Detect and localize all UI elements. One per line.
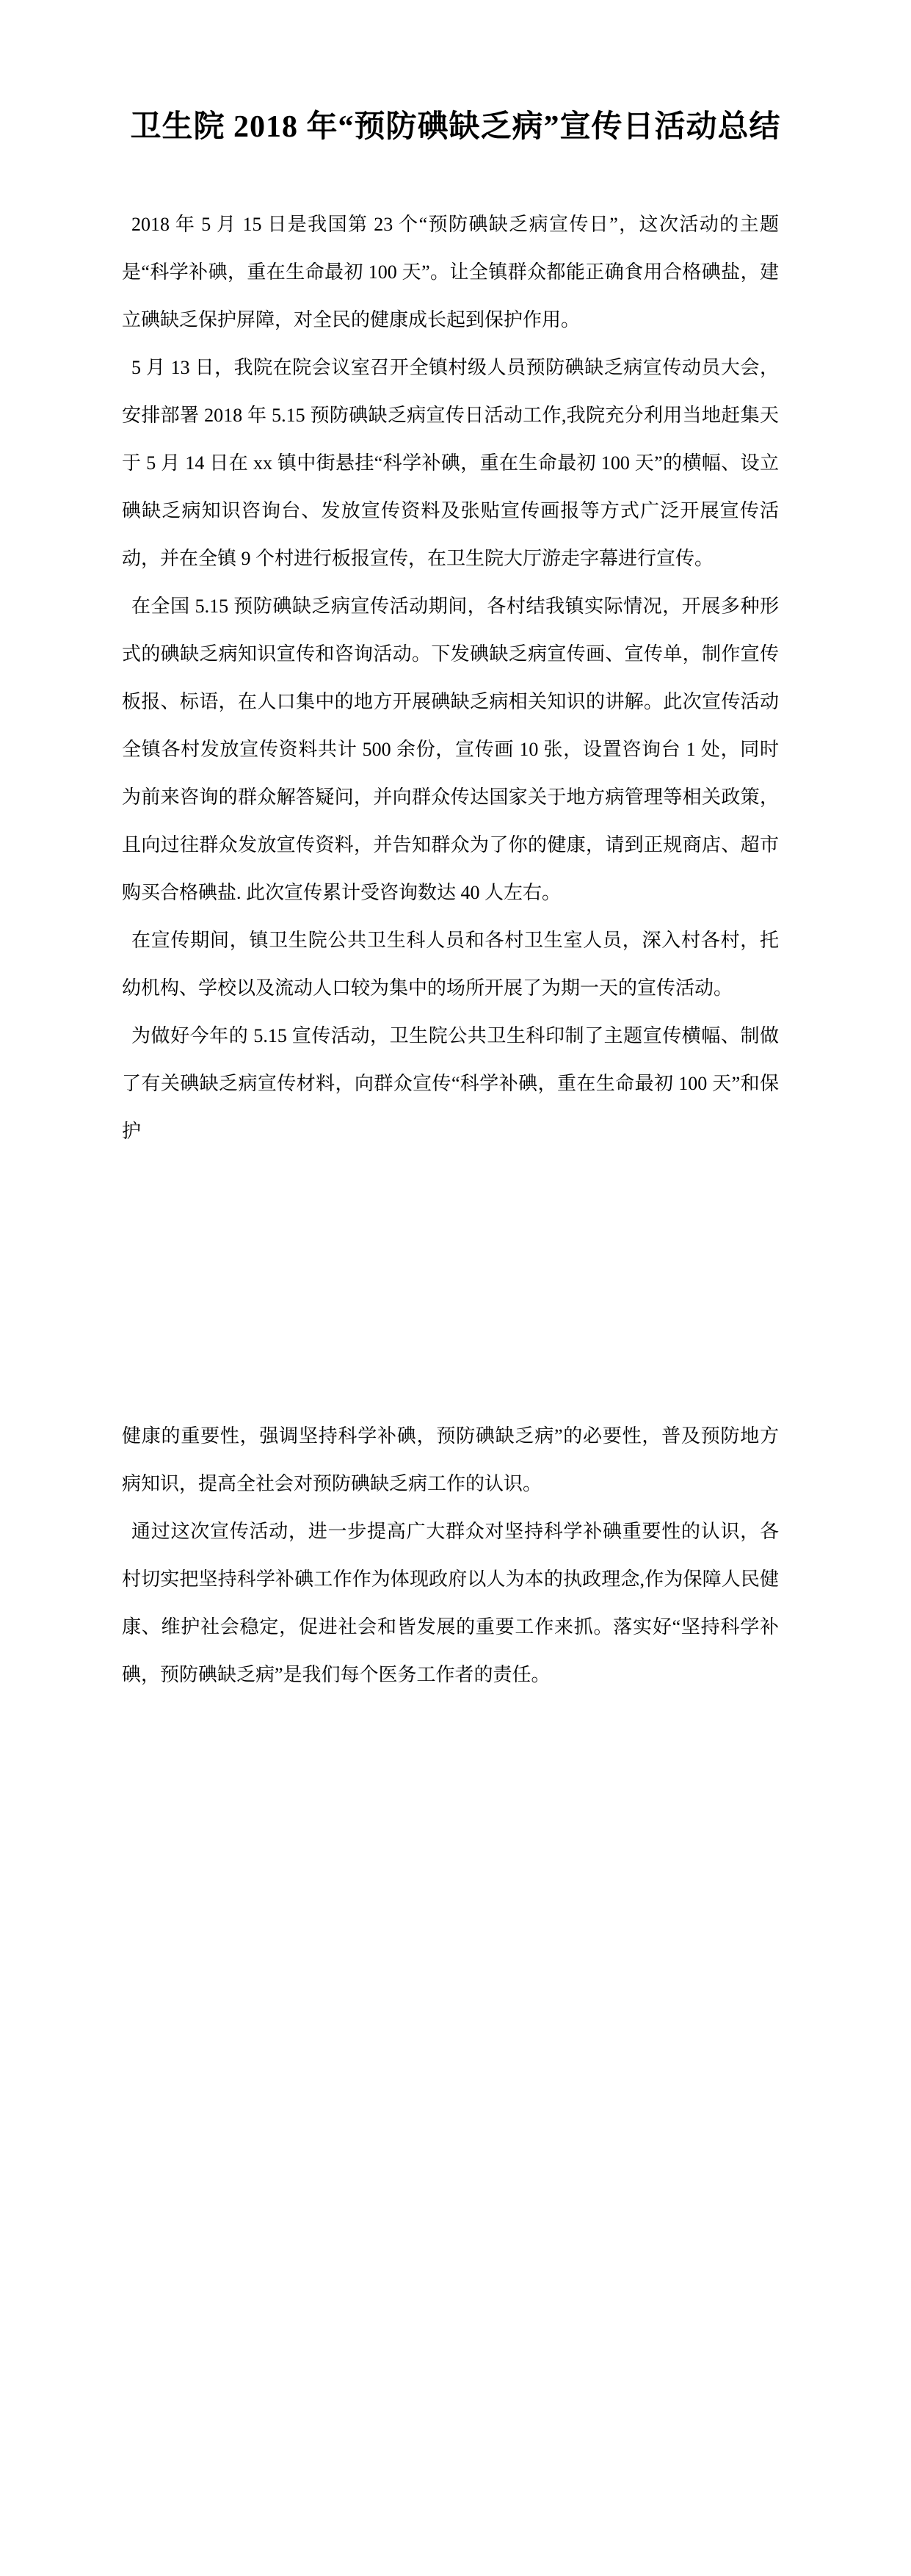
- paragraph-conclusion: 通过这次宣传活动，进一步提高广大群众对坚持科学补碘重要性的认识，各村切实把坚持科学补碘工作作为体现政府以人为本的执政理念,作为保障人民健康、维护社会稳定，促进社会和皆发展的重要工作来抓。落实好“坚持科学补碘，预防碘缺乏病”是我们每个医务工作者的责任。: [122, 1521, 779, 1685]
- document-title: 卫生院 2018 年“预防碘缺乏病”宣传日活动总结: [130, 110, 781, 144]
- paragraph-village-outreach: 在宣传期间，镇卫生院公共卫生科人员和各村卫生室人员，深入村各村，托幼机构、学校以及流动人口较为集中的场所开展了为期一天的宣传活动。: [122, 930, 779, 999]
- paragraph-campaign-activities: 在全国 5.15 预防碘缺乏病宣传活动期间，各村结我镇实际情况，开展多种形式的碘缺乏病知识宣传和咨询活动。下发碘缺乏病宣传画、宣传单，制作宣传板报、标语，在人口集中的地方开展碘缺乏病相关知识的讲解。此次宣传活动全镇各村发放宣传资料共计 500 余份，宣传画 10 张，设置咨询台 1 处，同时为前来咨询的群众解答疑问，并向群众传达国家关于地方病管理等相关政策，且向过往群众发放宣传资料，并告知群众为了你的健康，请到正规商店、超市购买合格碘盐. 此次宣传累计受咨询数达 40 人左右。: [122, 596, 779, 903]
- blank-gap: [122, 1155, 779, 1412]
- document-body: [122, 200, 779, 1698]
- paragraph-intro: 2018 年 5 月 15 日是我国第 23 个“预防碘缺乏病宣传日”，这次活动的主题是“科学补碘，重在生命最初 100 天”。让全镇群众都能正确食用合格碘盐，建立碘缺乏保护屏障，对全民的健康成长起到保护作用。: [122, 214, 779, 330]
- paragraph-materials-part1: 为做好今年的 5.15 宣传活动，卫生院公共卫生科印制了主题宣传横幅、制做了有关碘缺乏病宣传材料，向群众宣传“科学补碘，重在生命最初 100 天”和保护: [122, 1025, 779, 1142]
- paragraph-materials-part2: 健康的重要性，强调坚持科学补碘，预防碘缺乏病”的必要性，普及预防地方病知识，提高全社会对预防碘缺乏病工作的认识。: [122, 1425, 779, 1494]
- paragraph-mobilization-meeting: 5 月 13 日，我院在院会议室召开全镇村级人员预防碘缺乏病宣传动员大会，安排部署 2018 年 5.15 预防碘缺乏病宣传日活动工作,我院充分利用当地赶集天于 5 月 14 日在 xx 镇中街悬挂“科学补碘，重在生命最初 100 天”的横幅、设立碘缺乏病知识咨询台、发放宣传资料及张贴宣传画报等方式广泛开展宣传活动，并在全镇 9 个村进行板报宣传，在卫生院大厅游走字幕进行宣传。: [122, 357, 779, 569]
